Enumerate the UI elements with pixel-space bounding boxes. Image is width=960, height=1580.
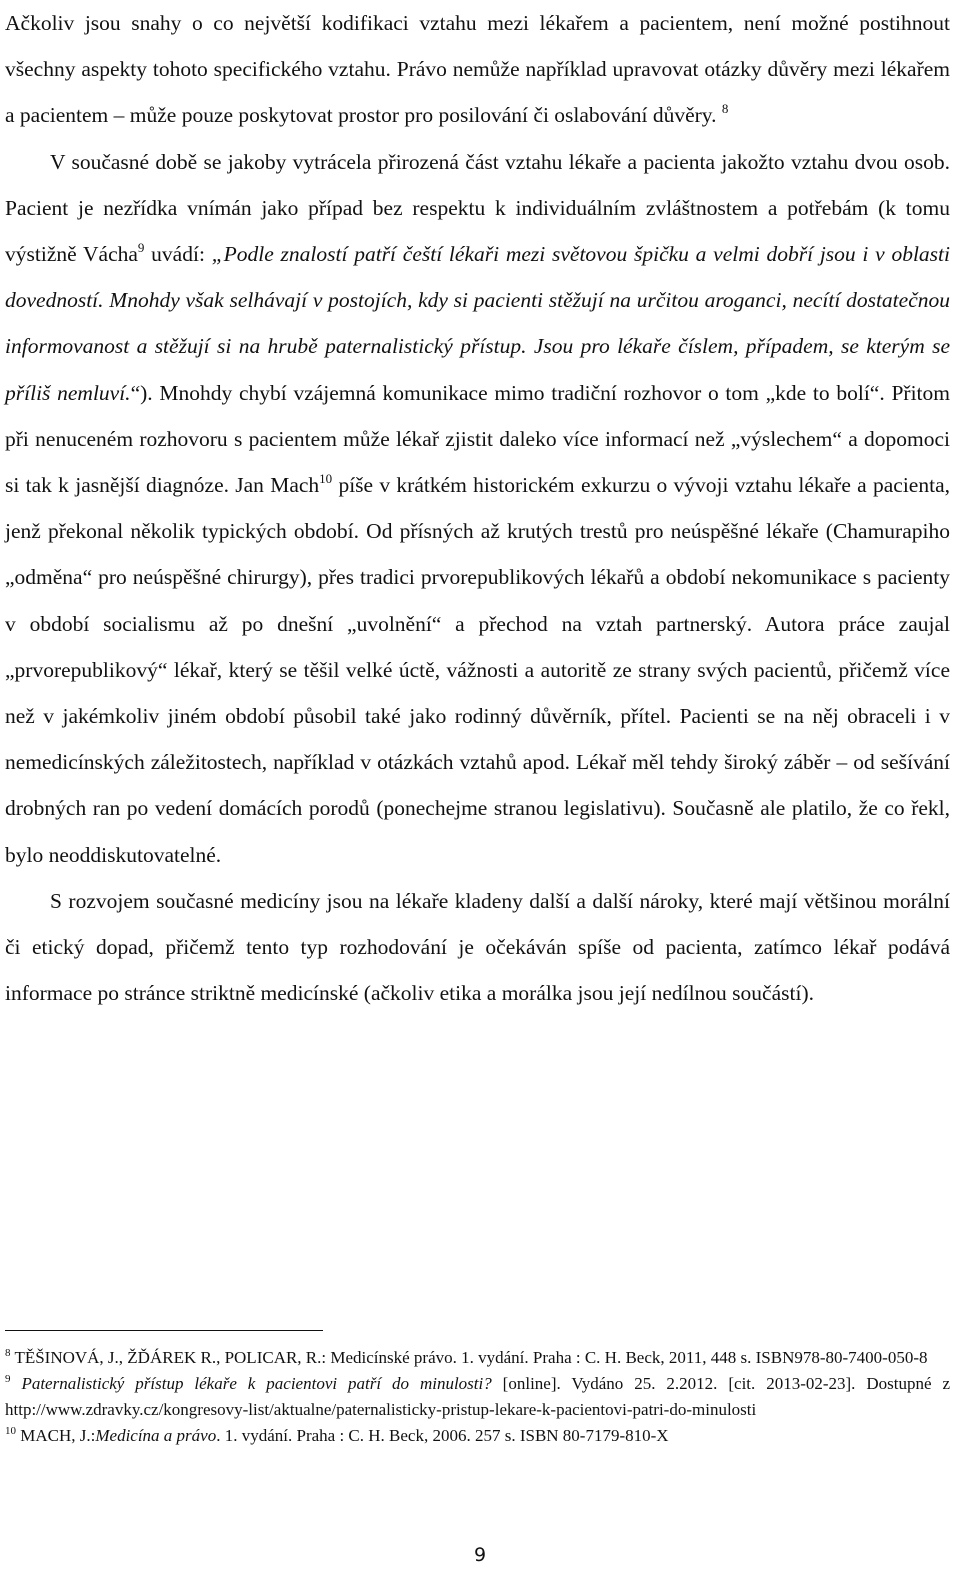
footnote-number: 9 [5,1373,11,1385]
footnote-number: 10 [5,1425,16,1437]
footnote-italic-title: Paternalistický přístup lékaře k pacientovi patří do minulosti? [21,1374,492,1393]
footnote-ref-10[interactable]: 10 [319,471,333,487]
paragraph-text: Ačkoliv jsou snahy o co největší kodifikaci vztahu mezi lékařem a pacientem, není možné postihnout všechny aspekty tohoto specifického vztahu. Právo nemůže například upravovat otázky důvěry mezi lékařem a pacientem – může pouze poskytovat prostor pro posilování či oslabování důvěry. [5,11,950,128]
page-number: 9 [473,1544,487,1566]
footnote-9 [5,1371,950,1423]
paragraph-text: S rozvojem současné medicíny jsou na lékaře kladeny další a další nároky, které mají většinou morální či etický dopad, přičemž tento typ rozhodování je očekáván spíše od pacienta, zatímco lékař podává informace po stránce striktně medicínské (ačkoliv etika a morálka jsou její nedílnou součástí). [5,888,950,1006]
paragraph-text: uvádí: [144,242,212,267]
body-paragraph-3 [5,878,950,1017]
footnote-10 [5,1423,950,1449]
footnote-text[interactable]: [online]. Vydáno 25. 2.2012. [cit. 2013-02-23]. Dostupné z http://www.zdravky.cz/kongresovy-list/aktualne/paternalisticky-pristup-lekare-k-pacientovi-patri-do-minulosti [5,1374,951,1419]
footnote-text: MACH, J.: [16,1426,96,1445]
body-paragraph-1 [5,0,950,139]
document-page [5,0,950,1016]
footnote-text: . 1. vydání. Praha : C. H. Beck, 2006. 257 s. ISBN 80-7179-810-X [216,1426,669,1445]
footnote-ref-8[interactable]: 8 [721,101,729,117]
paragraph-text: V současné době se jakoby vytrácela přirozená část vztahu lékaře a pacienta jakožto vztahu dvou osob. Pacient je nezřídka vnímán jako případ bez respektu k individuálním zvláštnostem a potřebám (k tomu výstižně Vácha [5,149,950,267]
paragraph-text: píše v krátkém historickém exkurzu o vývoji vztahu lékaře a pacienta, jenž překonal několik typických období. Od přísných až krutých trestů pro neúspěšné lékaře (Chamurapiho „odměna“ pro neúspěšné chirurgy), přes tradici prvorepublikových lékařů a období nekomunikace s pacienty v období socialismu až po dnešní „uvolnění“ a přechod na vztah partnerský. Autora práce zaujal „prvorepublikový“ lékař, který se těšil velké úctě, vážnosti a autoritě ze strany svých pacientů, přičemž více než v jakémkoliv jiném období působil také jako rodinný důvěrník, přítel. Pacienti se na něj obraceli i v nemedicínských záležitostech, například v otázkách vztahů apod. Lékař měl tehdy široký záběr – od sešívání drobných ran po vedení domácích porodů (ponechejme stranou legislativu). Současně ale platilo, že co řekl, bylo neoddiskutovatelné. [5,473,950,867]
footnote-italic-title: Medicína a právo [95,1426,217,1445]
paragraph-text: “). Mnohdy chybí vzájemná komunikace mimo tradiční rozhovor o tom „kde to bolí“. Přitom při nenuceném rozhovoru s pacientem může lékař zjistit daleko více informací než „výslechem“ a dopomoci si tak k jasnější diagnóze. Jan Mach [5,380,950,498]
footnotes [5,1345,950,1449]
italic-quote: „Podle znalostí patří čeští lékaři mezi světovou špičku a velmi dobří jsou i v oblasti dovedností. Mnohdy však selhávají v postojích, kdy si pacienti stěžují na určitou aroganci, necítí dostatečnou informovanost a stěžují si na hrubě paternalistický přístup. Jsou pro lékaře číslem, případem, se kterým se příliš nemluví. [5,242,950,405]
footnote-text: TĚŠINOVÁ, J., ŽĎÁREK R., POLICAR, R.: Medicínské právo. 1. vydání. Praha : C. H. Beck, 2011, 448 s. ISBN978-80-7400-050-8 [10,1348,928,1367]
body-paragraph-2 [5,139,950,878]
footnote-8 [5,1345,950,1371]
footnote-number: 8 [5,1347,11,1359]
footnote-ref-9[interactable]: 9 [137,240,145,256]
footnote-separator [5,1330,323,1331]
